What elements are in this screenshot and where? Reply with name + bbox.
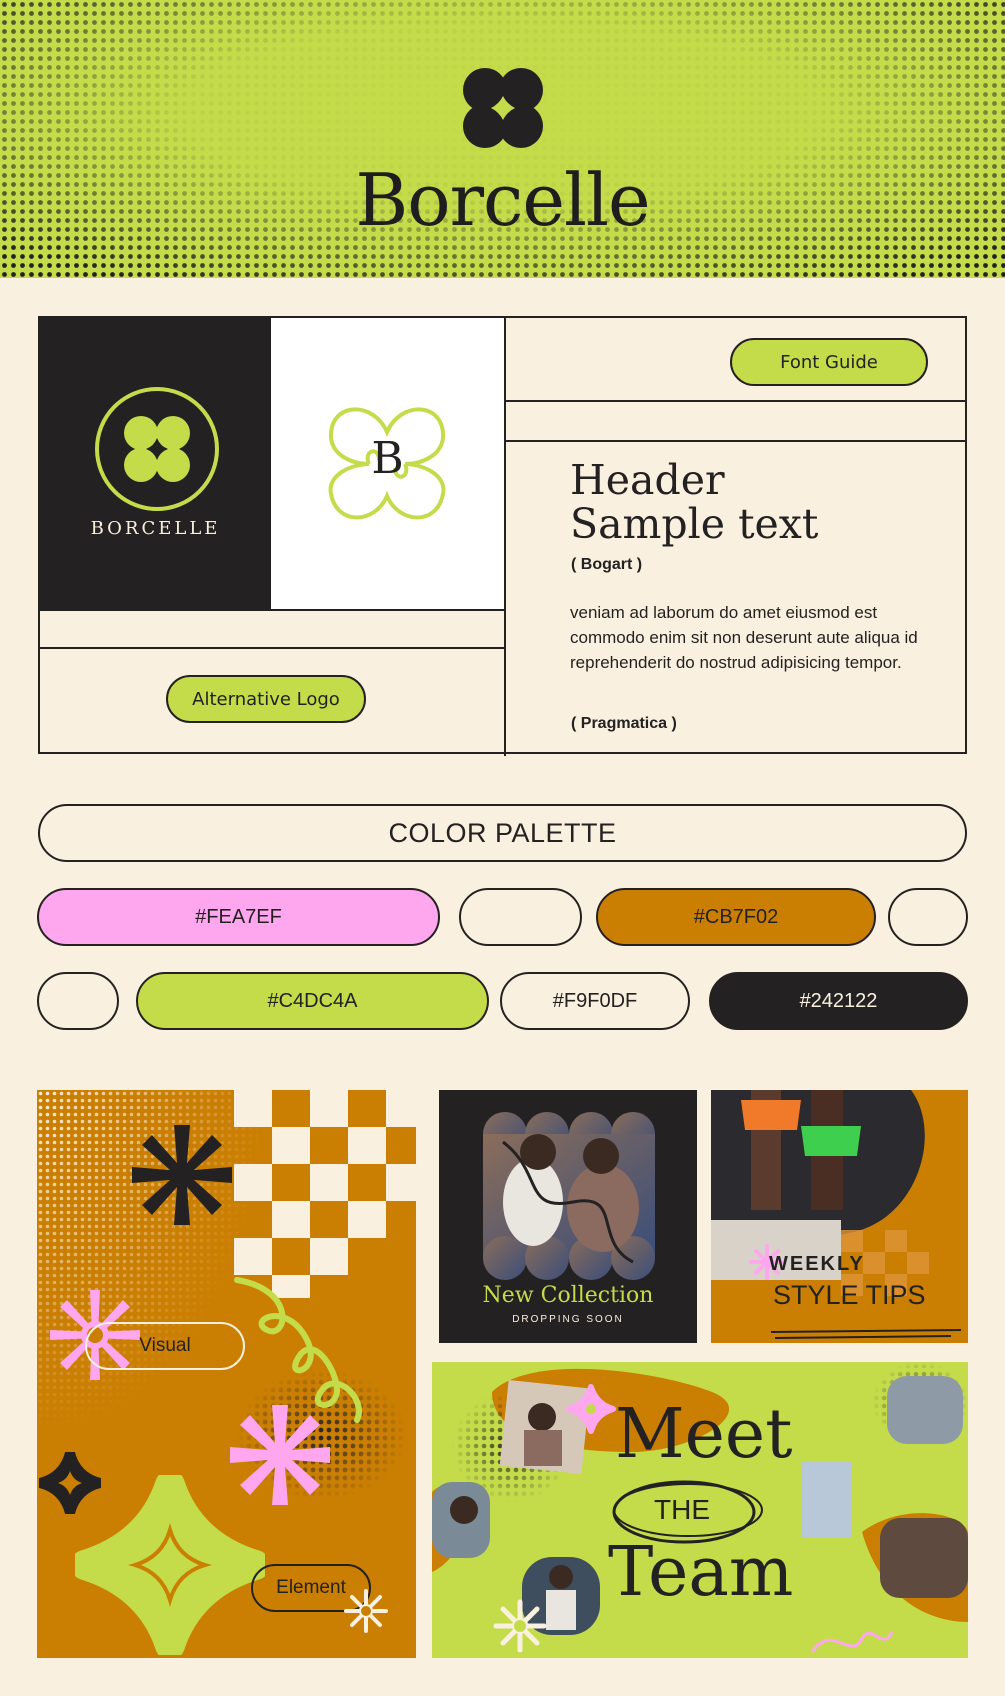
meet-the-team-card	[432, 1362, 968, 1658]
swatch-empty	[459, 888, 582, 946]
body-sample-text: veniam ad laborum do amet eiusmod est commodo enim sit non deserunt aute aliqua id reprehenderit do nostrud adipisicing tempor.	[570, 603, 918, 672]
the-label: THE	[654, 1494, 710, 1525]
flower-burst-icon	[343, 1588, 389, 1634]
header-sample-line1: Header	[570, 456, 725, 504]
swatch-empty	[888, 888, 968, 946]
brand-name: Borcelle	[355, 158, 650, 242]
collection-title: New Collection	[482, 1283, 654, 1308]
meet-title: Meet	[615, 1395, 793, 1474]
swatch-lime: #C4DC4A	[136, 972, 489, 1030]
collection-subtitle: DROPPING SOON	[512, 1314, 624, 1325]
swatch-dark: #242122	[709, 972, 968, 1030]
font-guide-label: Font Guide	[730, 338, 928, 386]
brand-header	[0, 0, 1005, 278]
primary-logo-panel	[40, 318, 271, 609]
monogram-letter: B	[371, 433, 404, 484]
monogram-panel	[271, 318, 504, 609]
style-tips-label: STYLE TIPS	[773, 1280, 926, 1310]
team-title: Team	[608, 1533, 794, 1612]
weekly-label: WEEKLY	[769, 1253, 865, 1275]
swatch-pink: #FEA7EF	[37, 888, 440, 946]
swatch-empty	[37, 972, 119, 1030]
sparkle-star-icon	[75, 1475, 265, 1655]
header-sample-line2: Sample text	[570, 500, 819, 548]
swatch-orange: #CB7F02	[596, 888, 876, 946]
visual-elements-panel	[37, 1090, 416, 1658]
swatch-cream: #F9F0DF	[500, 972, 690, 1030]
flower-burst-icon	[492, 1598, 548, 1654]
color-palette-title: COLOR PALETTE	[38, 804, 967, 862]
clover-logo-icon	[94, 386, 220, 512]
header-font-name: ( Bogart )	[571, 556, 643, 573]
body-font-name: ( Pragmatica )	[571, 715, 677, 732]
logo-wordmark: BORCELLE	[90, 518, 221, 539]
element-label: Element	[251, 1564, 371, 1612]
brand-guide-frame	[38, 316, 967, 754]
clover-logo-icon	[455, 60, 551, 156]
sparkle-star-icon	[566, 1384, 616, 1434]
new-collection-card	[439, 1090, 697, 1343]
alternative-logo-label: Alternative Logo	[166, 675, 366, 723]
asterisk-shape-icon	[127, 1120, 237, 1230]
visual-label: Visual	[85, 1322, 245, 1370]
style-tips-card	[711, 1090, 968, 1343]
photo-clover-mask	[483, 1112, 655, 1280]
